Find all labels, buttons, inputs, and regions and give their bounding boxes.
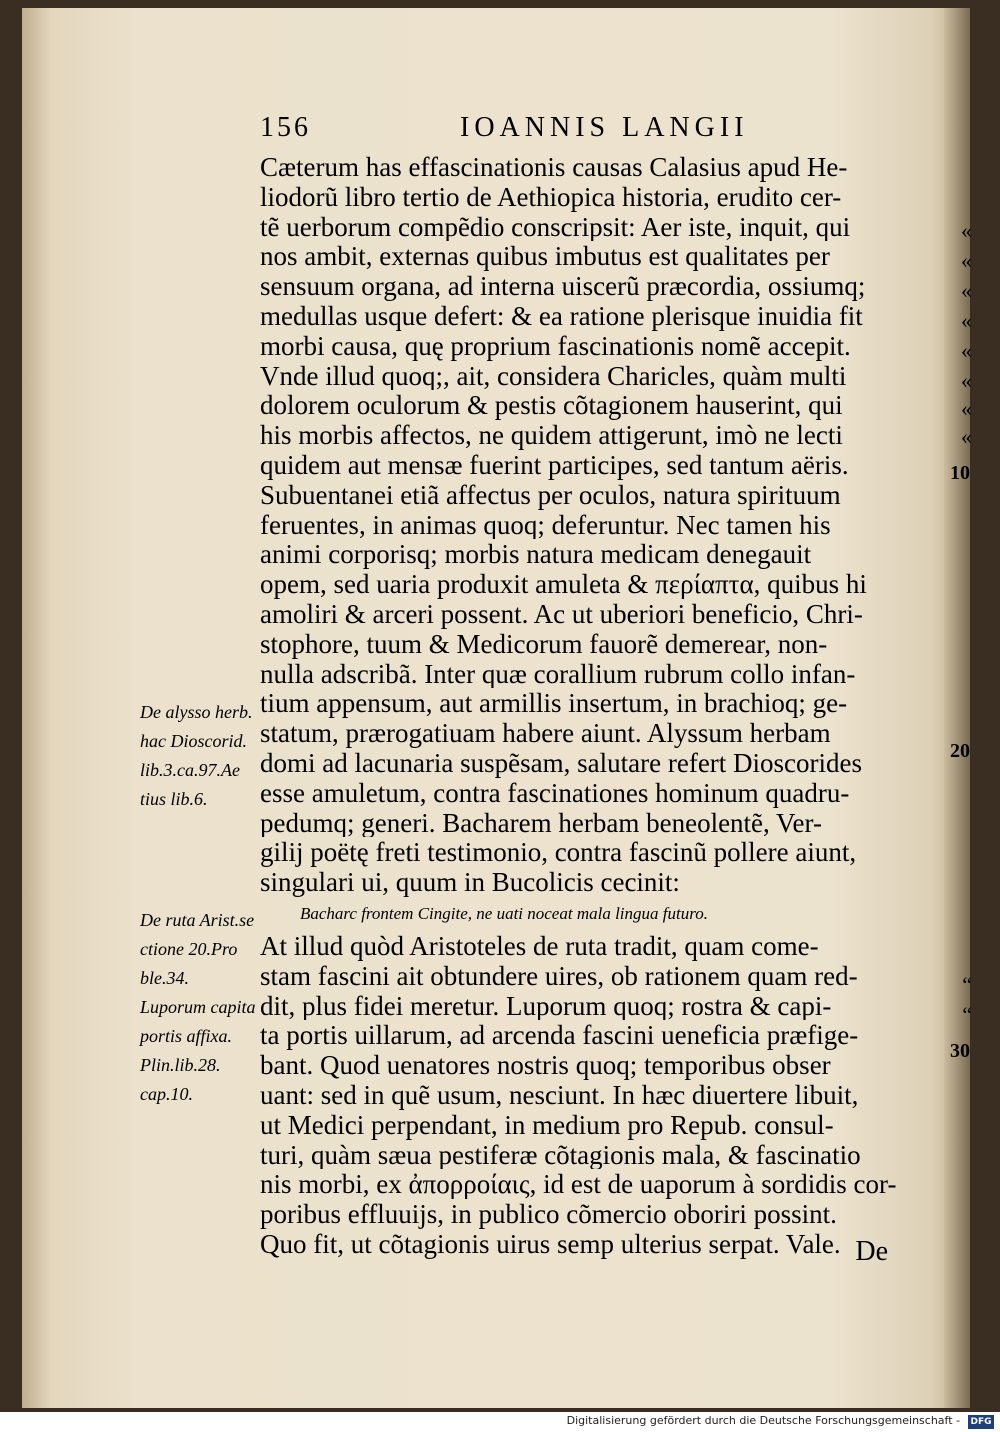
margin-note-line: tius lib.6. <box>140 789 208 809</box>
text-line: gilij poëtę freti testimonio, contra fascinũ pollere aiunt, <box>260 837 857 868</box>
text-line: ut Medici perpendant, in medium pro Repub. consul- <box>260 1109 834 1140</box>
margin-note-line: portis affixa. <box>140 1026 233 1046</box>
text-line: Subuentanei etiã affectus per oculos, natura spirituum <box>260 479 841 510</box>
text-line: Vnde illud quoq;, ait, considera Charicles, quàm multi <box>260 360 847 391</box>
quote-marker: « <box>961 424 972 449</box>
text-line: esse amuletum, contra fascinationes hominum quadru- <box>260 777 850 808</box>
quote-marker: “ <box>962 972 972 997</box>
text-line: uant: sed in quẽ usum, nesciunt. In hæc diuertere libuit, <box>260 1079 859 1110</box>
text-line: sensuum organa, ad interna uiscerũ præcordia, ossiumq; <box>260 271 866 301</box>
quote-marker: « <box>961 308 972 333</box>
text-line: Cæterum has effascinationis causas Calasius apud He- <box>260 152 848 182</box>
running-head <box>260 112 900 152</box>
text-line: stam fascini ait obtundere uires, ob rationem quam red- <box>260 960 858 991</box>
margin-note-line: De alysso herb. <box>140 702 253 722</box>
text-line: nos ambit, externas quibus imbutus est qualitates per <box>260 241 830 272</box>
page-number: 156 <box>260 112 311 143</box>
footer-bar <box>0 1412 1000 1432</box>
text-line: medullas usque defert: & ea ratione plerisque inuidia fit <box>260 300 863 331</box>
text-line: statum, prærogatiuam habere aiunt. Alyssum herbam <box>260 718 831 748</box>
dfg-logo-icon: DFG <box>968 1415 994 1429</box>
margin-note-line: cap.10. <box>140 1084 193 1104</box>
margin-note-line: lib.3.ca.97.Ae <box>140 760 240 780</box>
quote-marker: « <box>961 338 972 363</box>
text-line: nulla adscribã. Inter quæ corallium rubrum collo infan- <box>260 658 856 689</box>
text-line: At illud quòd Aristoteles de ruta tradit, quam come- <box>260 930 819 961</box>
margin-note-line: ctione 20.Pro <box>140 939 238 959</box>
text-line: quidem aut mensæ fuerint participes, sed tantum aëris. <box>260 449 849 480</box>
margin-note-line: hac Dioscorid. <box>140 731 247 751</box>
text-line: feruentes, in animas quoq; deferuntur. Nec tamen his <box>260 509 831 540</box>
text-line: pedumq; generi. Bacharem herbam beneolentẽ, Ver- <box>260 807 822 838</box>
text-line: dolorem oculorum & pestis cõtagionem hauserint, qui <box>260 390 843 421</box>
margin-note-alysso <box>140 698 290 814</box>
footer-credit: Digitalisierung gefördert durch die Deutsche Forschungsgemeinschaft - <box>566 1414 960 1427</box>
line-number: 30 <box>950 1040 970 1062</box>
text-line: dit, plus fidei meretur. Luporum quoq; rostra & capi- <box>260 990 832 1021</box>
text-line: tẽ uerborum compẽdio conscripsit: Aer iste, inquit, qui <box>260 211 851 242</box>
text-line: ta portis uillarum, ad arcenda fascini ueneficia præfige- <box>260 1020 859 1051</box>
verse-quotation: Bacharc frontem Cingite, ne uati noceat mala lingua futuro. <box>300 903 708 923</box>
text-line: liodorũ libro tertio de Aethiopica historia, erudito cer- <box>260 181 842 212</box>
text-line: singulari ui, quum in Bucolicis cecinit: <box>260 867 680 897</box>
text-line: opem, sed uaria produxit amuleta & περίαπτα, quibus hi <box>260 569 867 599</box>
text-line: bant. Quod uenatores nostris quoq; temporibus obser <box>260 1050 831 1080</box>
text-line: amoliri & arceri possent. Ac ut uberiori beneficio, Chri- <box>260 598 863 629</box>
quote-marker: « <box>961 396 972 421</box>
margin-note-line: Luporum capita <box>140 997 256 1017</box>
quote-marker: « <box>961 248 972 273</box>
margin-note-ruta <box>140 906 290 1109</box>
quote-marker: “ <box>962 1002 972 1027</box>
quote-marker: « <box>961 278 972 303</box>
text-line: animi corporisq; morbis natura medicam denegauit <box>260 539 812 570</box>
catchword: De <box>855 1236 888 1267</box>
text-line: Quo fit, ut cõtagionis uirus semp ulterius serpat. Vale. <box>260 1228 841 1259</box>
line-number: 10 <box>950 462 970 484</box>
line-number: 20 <box>950 740 970 762</box>
main-text-block <box>260 152 900 1259</box>
text-line: domi ad lacunaria suspẽsam, salutare refert Dioscorides <box>260 747 863 778</box>
text-line: turi, quàm sæua pestiferæ cõtagionis mala, & fascinatio <box>260 1139 861 1170</box>
text-line: his morbis affectos, ne quidem attigerunt, imò ne lecti <box>260 420 843 450</box>
quote-marker: « <box>961 218 972 243</box>
text-line: stophore, tuum & Medicorum fauorẽ demerear, non- <box>260 628 828 659</box>
margin-note-line: Plin.lib.28. <box>140 1055 221 1075</box>
text-line: nis morbi, ex ἀπορροίαις, id est de uaporum à sordidis cor- <box>260 1169 897 1200</box>
quote-marker: « <box>961 368 972 393</box>
margin-note-line: ble.34. <box>140 968 189 988</box>
text-line: poribus effluuijs, in publico cõmercio oboriri possint. <box>260 1199 837 1229</box>
margin-note-line: De ruta Arist.se <box>140 910 255 930</box>
text-line: morbi causa, quę proprium fascinationis nomẽ accepit. <box>260 330 851 361</box>
text-line: tium appensum, aut armillis insertum, in brachioq; ge- <box>260 688 848 719</box>
running-title: IOANNIS LANGII <box>460 112 749 143</box>
